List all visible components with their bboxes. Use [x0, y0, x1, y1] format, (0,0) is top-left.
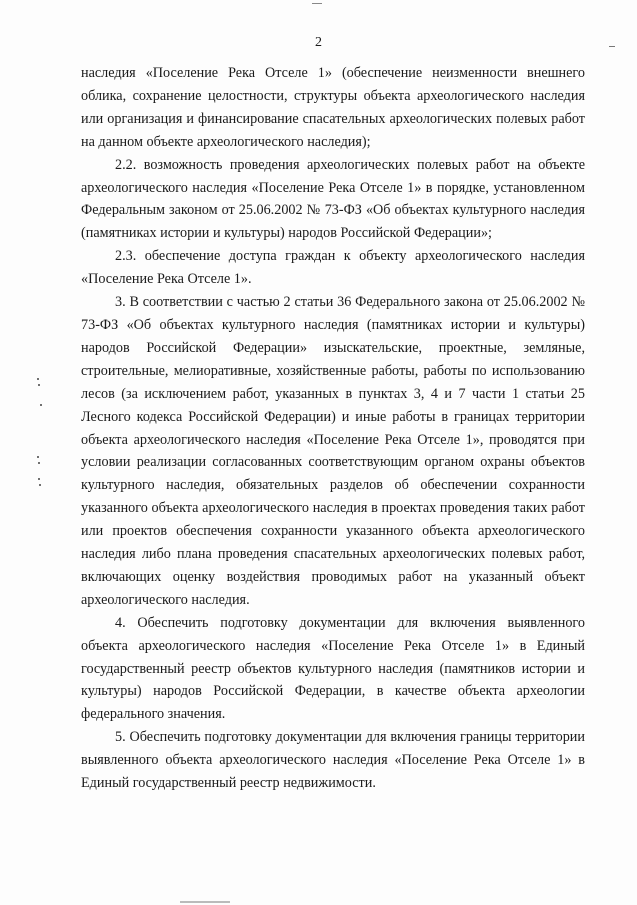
paragraph-continuation: наследия «Поселение Река Отселе 1» (обеспечение неизменности внешнего облика, сохранение целостности, структуры объекта археологического наследия или организация и финансирование спасательных археологических полевых работ на данном объекте археологического наследия); — [81, 65, 585, 150]
scan-speck — [37, 378, 39, 380]
paragraph-2-3: 2.3. обеспечение доступа граждан к объекту археологического наследия «Поселение Река Отселе 1». — [81, 248, 585, 288]
paragraph-2-2: 2.2. возможность проведения археологических полевых работ на объекте археологического наследия «Поселение Река Отселе 1» в порядке, установленном Федеральным законом от 25.06.2002 № 73-ФЗ «Об объектах культурного наследия (памятниках истории и культуры) народов Российской Федерации»; — [81, 156, 585, 242]
scan-speck — [39, 484, 41, 486]
scan-speck — [38, 478, 40, 480]
paragraph-3: 3. В соответствии с частью 2 статьи 36 Федерального закона от 25.06.2002 № 73-ФЗ «Об объектах культурного наследия (памятниках истории и культуры) народов Российской Федерации» изыскательские, проектные, земляные, строительные, мелиоративные, хозяйственные работы, работы по использованию лесов (за исключением работ, указанных в пунктах 3, 4 и 7 части 1 статьи 25 Лесного кодекса Российской Федерации) и иные работы в границах территории объекта археологического наследия «Поселение Река Отселе 1», проводятся при условии реализации согласованных соответствующим органом охраны объектов культурного наследия, обязательных разделов об обеспечении сохранности указанного объекта археологического наследия в проектах проведения таких работ или проектов обеспечения сохранности указанного объекта археологического наследия либо плана проведения спасательных археологических полевых работ, включающих оценку воздействия проводимых работ на указанный объект археологического наследия. — [81, 294, 585, 608]
page-number: 2 — [315, 35, 322, 50]
scan-speck — [40, 404, 42, 406]
paragraph-4: 4. Обеспечить подготовку документации для включения выявленного объекта археологического наследия «Поселение Река Отселе 1» в Единый государственный реестр объектов культурного наследия (памятников истории и культуры) народов Российской Федерации, в качестве объекта археологии федерального значения. — [81, 614, 585, 723]
scan-speck — [38, 462, 40, 464]
scan-mark-top — [312, 0, 322, 4]
scan-speck — [37, 456, 39, 458]
paragraph-5: 5. Обеспечить подготовку документации для включения границы территории выявленного объекта археологического наследия «Поселение Река Отселе 1» в Единый государственный реестр недвижимости. — [81, 729, 585, 792]
document-body — [81, 62, 585, 795]
scan-speck — [38, 384, 40, 386]
scan-mark-bottom — [180, 901, 230, 903]
